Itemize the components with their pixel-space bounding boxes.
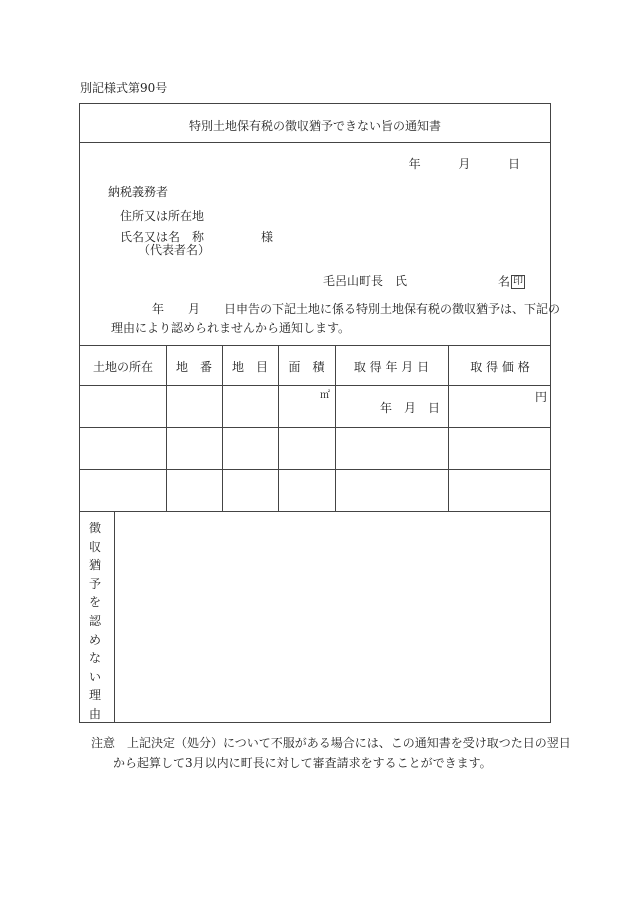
date-year: 年 bbox=[408, 157, 421, 171]
price-unit: 円 bbox=[535, 390, 548, 404]
note-line-1: 注意 上記決定（処分）について不服がある場合には、この通知書を受け取つた日の翌日 bbox=[91, 736, 571, 750]
area-unit: ㎡ bbox=[320, 390, 330, 401]
header-acquisition-price: 取 得 価 格 bbox=[470, 360, 530, 374]
reason-label-char: を bbox=[88, 595, 101, 610]
reason-label-char: 予 bbox=[88, 576, 101, 591]
header-location: 土地の所在 bbox=[92, 360, 153, 374]
issuer-name-suffix bbox=[498, 275, 525, 289]
notice-form bbox=[79, 103, 561, 723]
honorific: 様 bbox=[261, 230, 274, 244]
seal-mark: 印 bbox=[513, 276, 524, 287]
reason-label-char: 由 bbox=[88, 706, 101, 721]
reason-label-char: め bbox=[88, 632, 101, 647]
header-acquisition-date: 取 得 年 月 日 bbox=[353, 360, 430, 374]
body-line-1: 年 月 日申告の下記土地に係る特別土地保有税の徴収猶予は、下記の bbox=[152, 302, 561, 316]
body-line-2: 理由により認められませんから通知します。 bbox=[111, 321, 351, 335]
reason-label-char: 理 bbox=[88, 688, 101, 703]
name-label: 氏名又は名 称 bbox=[120, 230, 205, 244]
reason-label-char: 猶 bbox=[88, 558, 101, 573]
taxpayer-heading: 納税義務者 bbox=[108, 185, 169, 199]
header-lot-number: 地 番 bbox=[175, 360, 212, 374]
row-line bbox=[80, 469, 550, 470]
form-title: 特別土地保有税の徴収猶予できない旨の通知書 bbox=[188, 119, 441, 133]
divider bbox=[80, 142, 550, 143]
issue-date bbox=[409, 158, 520, 170]
row-line bbox=[80, 427, 550, 428]
date-month: 月 bbox=[458, 157, 471, 171]
reason-label-char: な bbox=[88, 651, 101, 666]
issuer-title: 毛呂山町長 氏 bbox=[323, 274, 408, 288]
representative-label: （代表者名） bbox=[138, 243, 211, 257]
form-id: 別記様式第90号 bbox=[80, 81, 168, 95]
table-top bbox=[80, 345, 550, 346]
reason-label-char: 収 bbox=[88, 539, 101, 554]
acquisition-date-placeholder: 年 月 日 bbox=[380, 401, 441, 415]
name-suffix: 名 bbox=[498, 274, 511, 289]
reason-label-char: 認 bbox=[88, 613, 101, 628]
reason-field[interactable] bbox=[115, 512, 550, 722]
header-bottom bbox=[80, 385, 550, 386]
reason-label-char: い bbox=[88, 669, 101, 684]
note-line-2: から起算して3月以内に町長に対して審査請求をすることができます。 bbox=[113, 756, 492, 770]
address-label: 住所又は所在地 bbox=[120, 209, 205, 223]
reason-label-char: 徴 bbox=[88, 521, 101, 535]
reason-label bbox=[88, 522, 102, 727]
header-land-category: 地 目 bbox=[231, 360, 268, 374]
header-area: 面 積 bbox=[288, 360, 325, 374]
date-day: 日 bbox=[507, 157, 520, 171]
